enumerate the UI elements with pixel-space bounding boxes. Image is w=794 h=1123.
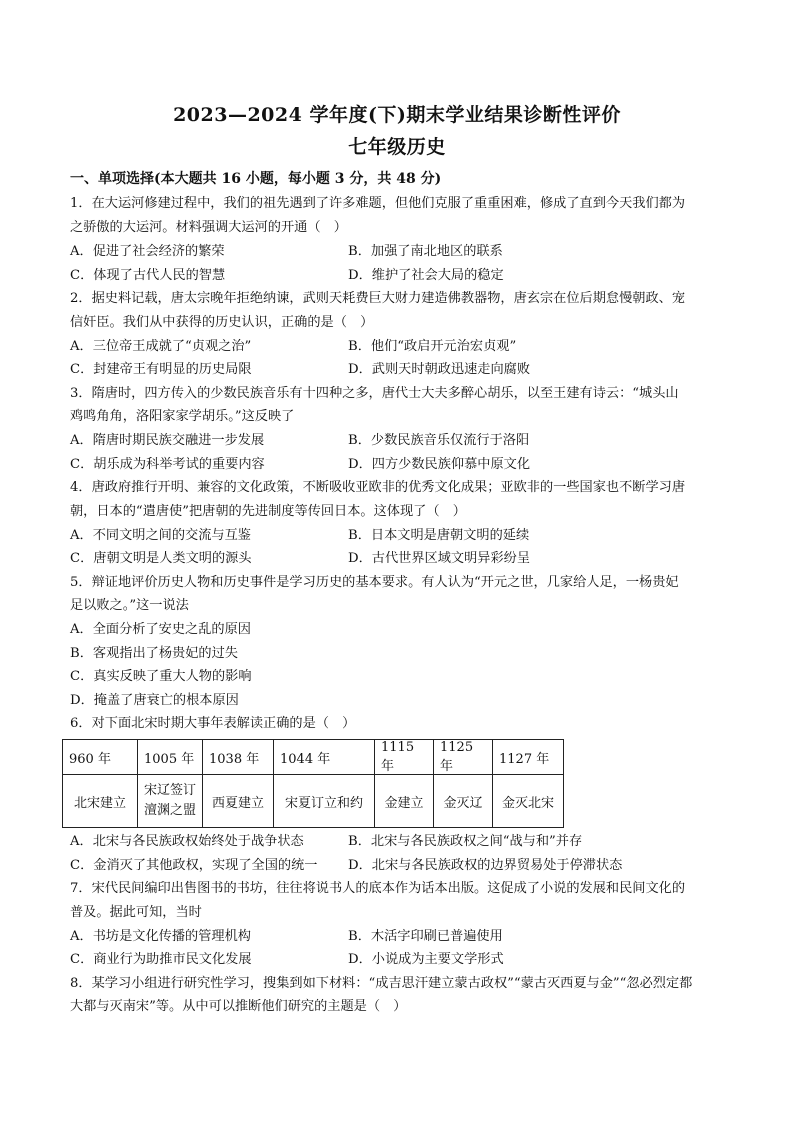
question-7-stem-line-1: 7．宋代民间编印出售图书的书坊，往往将说书人的底本作为话本出版。这促成了小说的发展和民间文化的 [70, 881, 686, 896]
timeline-year: 1127 年 [493, 740, 564, 775]
timeline-year-row [63, 740, 564, 775]
question-2-stem-line-2: 信奸臣。我们从中获得的历史认识，正确的是（ ） [70, 315, 374, 330]
question-4-option-b: B．日本文明是唐朝文明的延续 [348, 528, 530, 543]
section-heading: 一、单项选择(本大题共 16 小题，每小题 3 分，共 48 分) [70, 171, 442, 187]
question-8-stem-line-1: 8．某学习小组进行研究性学习，搜集到如下材料：“成吉思汗建立蒙古政权”“蒙古灭西夏与金”“忽必烈定都 [70, 976, 693, 991]
timeline-event: 宋辽签订澶渊之盟 [138, 775, 203, 828]
question-3-option-a: A．隋唐时期民族交融进一步发展 [70, 433, 265, 448]
timeline-event-row [63, 775, 564, 828]
question-6-option-a: A．北宋与各民族政权始终处于战争状态 [70, 834, 304, 849]
question-5-stem-line-2: 足以败之。”这一说法 [70, 598, 189, 613]
question-2-option-d: D．武则天时朝政迅速走向腐败 [348, 362, 531, 377]
question-8-stem-line-2: 大都与灭南宋”等。从中可以推断他们研究的主题是（ ） [70, 999, 407, 1014]
question-7-option-c: C．商业行为助推市民文化发展 [70, 952, 252, 967]
question-5-stem-line-1: 5．辩证地评价历史人物和历史事件是学习历史的基本要求。有人认为“开元之世，几家给人足，一杨贵妃 [70, 575, 679, 590]
question-1-option-c: C．体现了古代人民的智慧 [70, 268, 226, 283]
timeline-event: 金灭北宋 [493, 775, 564, 828]
question-3-option-b: B．少数民族音乐仅流行于洛阳 [348, 433, 530, 448]
timeline-year: 1038 年 [203, 740, 274, 775]
timeline-year: 1044 年 [274, 740, 375, 775]
question-3-stem-line-1: 3．隋唐时，四方传入的少数民族音乐有十四种之多，唐代士大夫多醉心胡乐，以至王建有诗云：“城头山 [70, 386, 679, 401]
question-2-option-b: B．他们“政启开元治宏贞观” [348, 339, 517, 354]
question-1-stem-line-2: 之骄傲的大运河。材料强调大运河的开通（ ） [70, 220, 347, 235]
timeline-year: 1005 年 [138, 740, 203, 775]
question-1-option-b: B．加强了南北地区的联系 [348, 244, 503, 259]
question-5-option-d: D．掩盖了唐衰亡的根本原因 [70, 693, 239, 708]
timeline-table [62, 739, 564, 828]
timeline-event: 金灭辽 [434, 775, 493, 828]
question-7-option-d: D．小说成为主要文学形式 [348, 952, 504, 967]
question-7-option-a: A．书坊是文化传播的管理机构 [70, 929, 251, 944]
question-4-stem-line-2: 朝，日本的“遣唐使”把唐朝的先进制度等传回日本。这体现了（ ） [70, 504, 466, 519]
question-4-stem-line-1: 4．唐政府推行开明、兼容的文化政策，不断吸收亚欧非的优秀文化成果；亚欧非的一些国家也不断学习唐 [70, 480, 686, 495]
question-1-stem-line-1: 1．在大运河修建过程中，我们的祖先遇到了许多难题，但他们克服了重重困难，修成了直到今天我们都为 [70, 196, 686, 211]
exam-subtitle: 七年级历史 [348, 136, 446, 158]
question-6-stem-line-1: 6．对下面北宋时期大事年表解读正确的是（ ） [70, 716, 356, 731]
question-2-option-c: C．封建帝王有明显的历史局限 [70, 362, 252, 377]
timeline-year: 1125 年 [434, 740, 493, 775]
question-1-option-d: D．维护了社会大局的稳定 [348, 268, 504, 283]
question-4-option-c: C．唐朝文明是人类文明的源头 [70, 551, 252, 566]
exam-title: 2023—2024 学年度(下)期末学业结果诊断性评价 [173, 104, 621, 126]
question-5-option-b: B．客观指出了杨贵妃的过失 [70, 646, 238, 661]
question-6-option-b: B．北宋与各民族政权之间“战与和”并存 [348, 834, 583, 849]
question-3-option-d: D．四方少数民族仰慕中原文化 [348, 457, 531, 472]
timeline-year: 960 年 [63, 740, 138, 775]
question-4-option-a: A．不同文明之间的交流与互鉴 [70, 528, 251, 543]
question-7-option-b: B．木活字印刷已普遍使用 [348, 929, 503, 944]
timeline-event: 西夏建立 [203, 775, 274, 828]
question-1-option-a: A．促进了社会经济的繁荣 [70, 244, 225, 259]
question-4-option-d: D．古代世界区域文明异彩纷呈 [348, 551, 531, 566]
timeline-event: 北宋建立 [63, 775, 138, 828]
timeline-event: 宋夏订立和约 [274, 775, 375, 828]
question-3-stem-line-2: 鸡鸣角角，洛阳家家学胡乐。”这反映了 [70, 409, 295, 424]
question-5-option-c: C．真实反映了重大人物的影响 [70, 669, 252, 684]
timeline-event: 金建立 [375, 775, 434, 828]
question-5-option-a: A．全面分析了安史之乱的原因 [70, 622, 251, 637]
question-2-stem-line-1: 2．据史料记载，唐太宗晚年拒绝纳谏，武则天耗费巨大财力建造佛教器物，唐玄宗在位后期怠慢朝政、宠 [70, 291, 686, 306]
timeline-year: 1115 年 [375, 740, 434, 775]
question-6-option-c: C．金消灭了其他政权，实现了全国的统一 [70, 858, 318, 873]
question-7-stem-line-2: 普及。据此可知，当时 [70, 905, 202, 920]
question-3-option-c: C．胡乐成为科举考试的重要内容 [70, 457, 265, 472]
question-2-option-a: A．三位帝王成就了“贞观之治” [70, 339, 252, 354]
question-6-option-d: D．北宋与各民族政权的边界贸易处于停滞状态 [348, 858, 623, 873]
